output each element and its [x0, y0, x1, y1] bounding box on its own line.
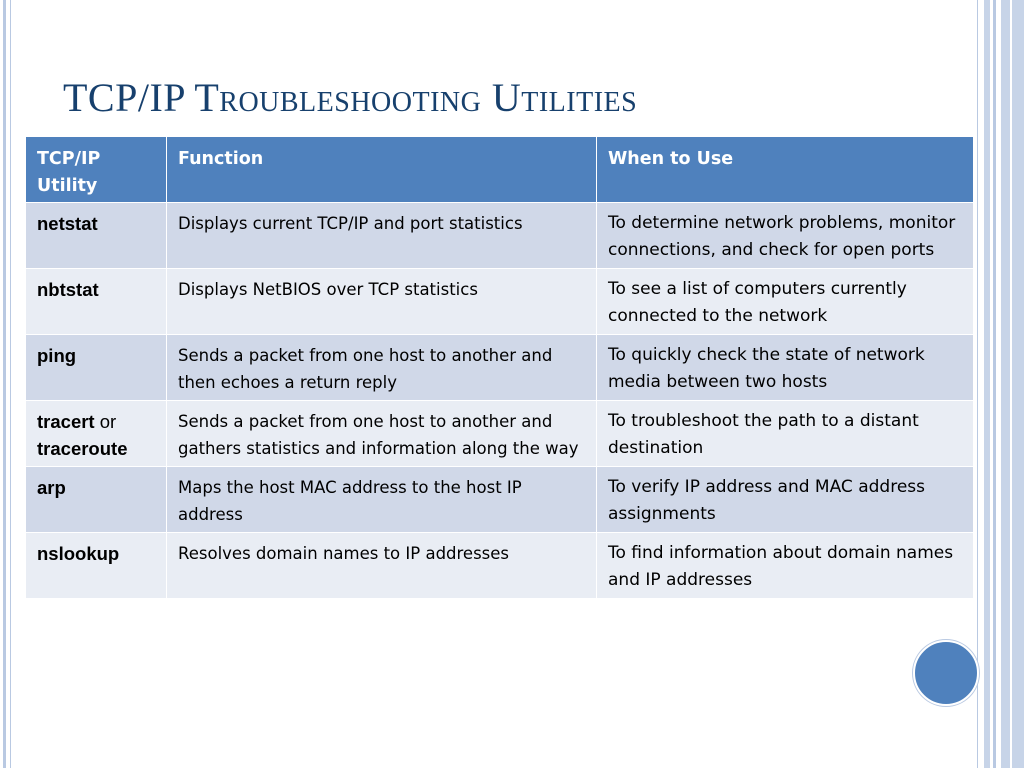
utility-cell — [26, 401, 167, 467]
left-border-line — [3, 0, 6, 768]
table-row — [26, 533, 974, 599]
slide-title: TCP/IP Troubleshooting Utilities — [63, 75, 638, 120]
table-header-row — [26, 137, 974, 203]
function-cell: Sends a packet from one host to another and then echoes a return reply — [167, 335, 597, 401]
right-border-stripe — [1010, 0, 1012, 768]
utility-name: netstat — [37, 213, 98, 234]
right-border-stripe — [1001, 0, 1024, 768]
when-to-use-cell: To quickly check the state of network media between two hosts — [597, 335, 974, 401]
utility-cell — [26, 467, 167, 533]
utility-name: nbtstat — [37, 279, 99, 300]
utility-cell — [26, 533, 167, 599]
decorative-circle — [913, 640, 979, 706]
utility-cell — [26, 269, 167, 335]
function-cell: Sends a packet from one host to another and gathers statistics and information along the way — [167, 401, 597, 467]
utility-name: nslookup — [37, 543, 120, 564]
function-cell: Displays current TCP/IP and port statistics — [167, 203, 597, 269]
when-to-use-cell: To find information about domain names and IP addresses — [597, 533, 974, 599]
when-to-use-cell: To troubleshoot the path to a distant destination — [597, 401, 974, 467]
when-to-use-cell: To see a list of computers currently connected to the network — [597, 269, 974, 335]
table-row — [26, 269, 974, 335]
utility-name: arp — [37, 477, 66, 498]
left-border-line — [10, 0, 11, 768]
column-header-when-to-use: When to Use — [597, 137, 974, 203]
table-row — [26, 401, 974, 467]
when-to-use-cell: To determine network problems, monitor connections, and check for open ports — [597, 203, 974, 269]
right-border-stripe — [977, 0, 978, 768]
utility-cell — [26, 335, 167, 401]
function-cell: Maps the host MAC address to the host IP address — [167, 467, 597, 533]
column-header-function: Function — [167, 137, 597, 203]
utility-cell — [26, 203, 167, 269]
right-border-stripe — [993, 0, 996, 768]
right-border-stripe — [984, 0, 990, 768]
table-row — [26, 335, 974, 401]
utility-name: ping — [37, 345, 77, 366]
utilities-table — [25, 136, 974, 599]
table-row — [26, 203, 974, 269]
function-cell: Resolves domain names to IP addresses — [167, 533, 597, 599]
column-header-utility: TCP/IP Utility — [26, 137, 167, 203]
when-to-use-cell: To verify IP address and MAC address assignments — [597, 467, 974, 533]
utility-or-connector: or — [99, 411, 117, 432]
table-row — [26, 467, 974, 533]
utility-name: tracert — [37, 411, 95, 432]
utility-name-alt: traceroute — [37, 438, 128, 459]
function-cell: Displays NetBIOS over TCP statistics — [167, 269, 597, 335]
